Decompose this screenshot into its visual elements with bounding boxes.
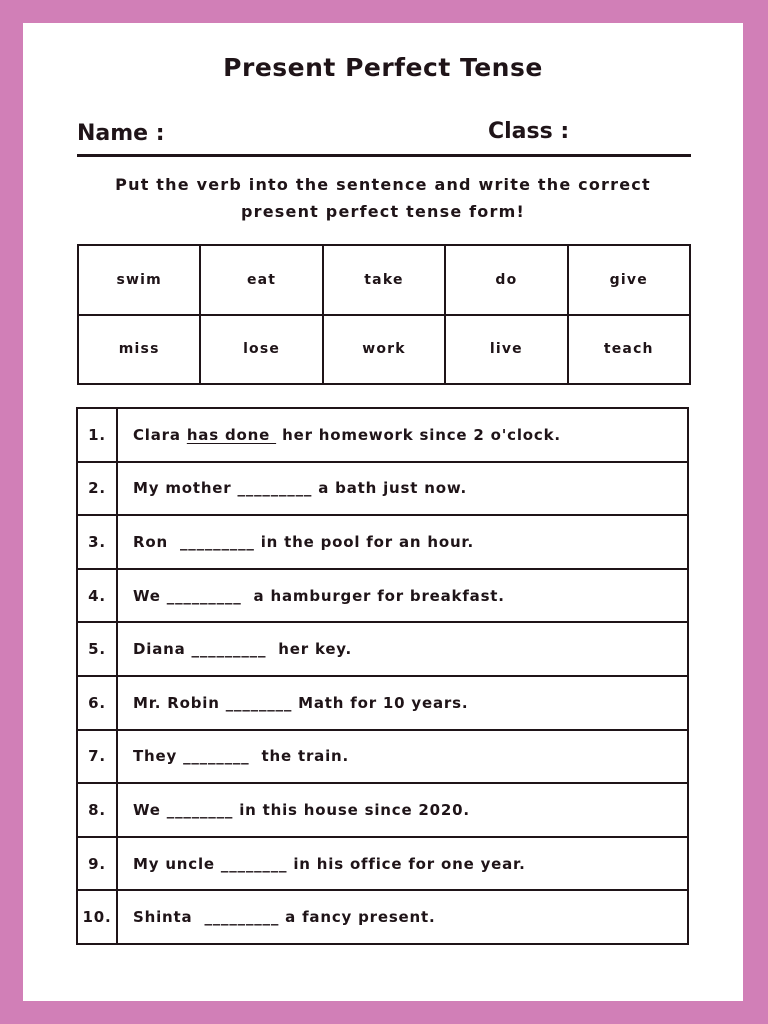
exercise-row <box>77 569 688 623</box>
exercise-sentence[interactable]: Diana _________ her key. <box>117 622 688 676</box>
word-bank-cell: swim <box>78 245 200 315</box>
word-bank-cell: work <box>323 315 445 385</box>
instructions-line-1: Put the verb into the sentence and write the correct <box>115 175 651 194</box>
exercise-number: 3. <box>77 515 117 569</box>
exercise-row <box>77 837 688 891</box>
name-class-writing-line <box>77 154 691 157</box>
exercise-number: 7. <box>77 730 117 784</box>
exercise-number: 8. <box>77 783 117 837</box>
word-bank-cell: give <box>568 245 690 315</box>
word-bank-table <box>77 244 691 385</box>
exercise-number: 10. <box>77 890 117 944</box>
exercise-table <box>76 407 689 945</box>
exercise-row <box>77 676 688 730</box>
sentence-end: her homework since 2 o'clock. <box>276 425 561 444</box>
instructions <box>83 171 683 225</box>
exercise-number: 4. <box>77 569 117 623</box>
exercise-sentence[interactable]: They ________ the train. <box>117 730 688 784</box>
exercise-number: 1. <box>77 408 117 462</box>
word-bank-row <box>78 315 690 385</box>
word-bank-row <box>78 245 690 315</box>
exercise-sentence[interactable]: My uncle ________ in his office for one year. <box>117 837 688 891</box>
exercise-row <box>77 622 688 676</box>
word-bank-cell: do <box>445 245 567 315</box>
name-label: Name : <box>77 121 165 146</box>
exercise-number: 2. <box>77 462 117 516</box>
exercise-sentence[interactable]: My mother _________ a bath just now. <box>117 462 688 516</box>
exercise-sentence[interactable]: We ________ in this house since 2020. <box>117 783 688 837</box>
exercise-number: 5. <box>77 622 117 676</box>
page-title: Present Perfect Tense <box>223 53 543 82</box>
exercise-row <box>77 890 688 944</box>
exercise-sentence <box>117 408 688 462</box>
exercise-sentence[interactable]: Shinta _________ a fancy present. <box>117 890 688 944</box>
exercise-row <box>77 783 688 837</box>
word-bank-cell: teach <box>568 315 690 385</box>
example-answer: has done <box>186 425 277 444</box>
exercise-number: 9. <box>77 837 117 891</box>
exercise-row <box>77 462 688 516</box>
word-bank-cell: live <box>445 315 567 385</box>
exercise-row <box>77 730 688 784</box>
exercise-number: 6. <box>77 676 117 730</box>
exercise-row <box>77 515 688 569</box>
exercise-sentence[interactable]: We _________ a hamburger for breakfast. <box>117 569 688 623</box>
sentence-start: Clara <box>133 425 187 444</box>
exercise-sentence[interactable]: Ron _________ in the pool for an hour. <box>117 515 688 569</box>
word-bank-cell: lose <box>200 315 322 385</box>
worksheet-page <box>23 23 743 1001</box>
exercise-sentence[interactable]: Mr. Robin ________ Math for 10 years. <box>117 676 688 730</box>
class-label: Class : <box>488 119 570 144</box>
word-bank-cell: take <box>323 245 445 315</box>
instructions-line-2: present perfect tense form! <box>241 202 525 221</box>
word-bank-cell: eat <box>200 245 322 315</box>
exercise-row <box>77 408 688 462</box>
word-bank-cell: miss <box>78 315 200 385</box>
